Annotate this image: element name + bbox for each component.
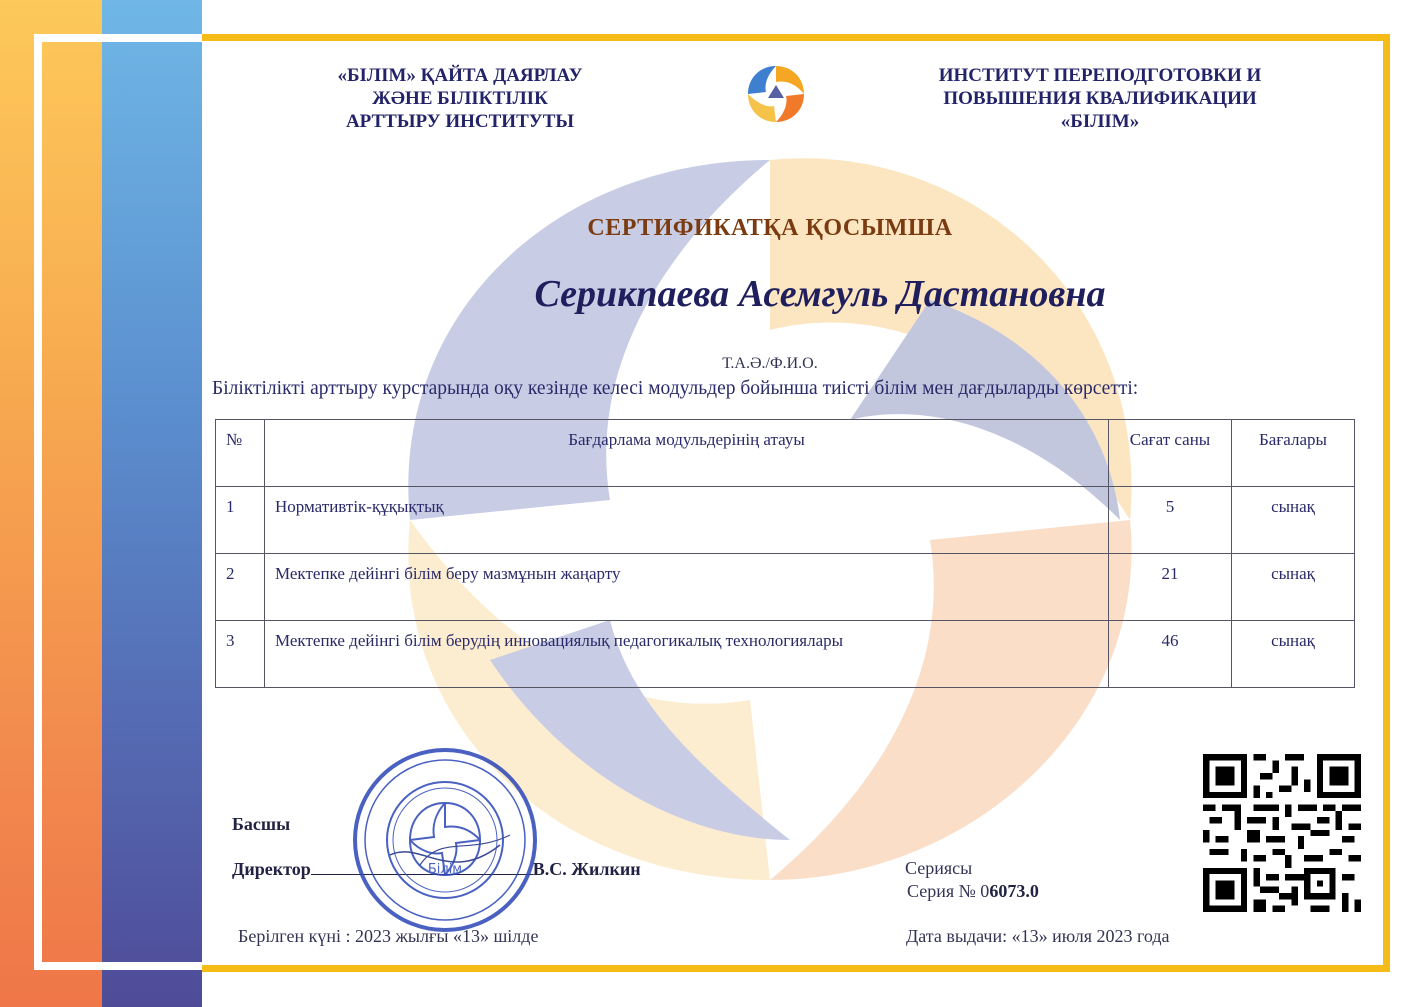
director-name: В.С. Жилкин bbox=[532, 859, 641, 879]
official-seal bbox=[350, 745, 540, 935]
director-label: Директор bbox=[232, 859, 311, 879]
issue-date-ru: Дата выдачи: «13» июля 2023 года bbox=[906, 926, 1170, 946]
fio-label: Т.А.Ә./Ф.И.О. bbox=[722, 355, 818, 372]
table-row bbox=[216, 554, 1355, 621]
issue-date-kz: Берілген күні : 2023 жылғы «13» шілде bbox=[238, 926, 539, 946]
row-name: Мектепке дейінгі білім берудің инновациялық педагогикалық технологиялары bbox=[265, 621, 1109, 688]
head-label: Басшы bbox=[232, 814, 291, 834]
qr-code[interactable] bbox=[1203, 754, 1361, 912]
header-grade: Бағалары bbox=[1232, 420, 1355, 487]
table-row bbox=[216, 487, 1355, 554]
header-ru-line2: ПОВЫШЕНИЯ КВАЛИФИКАЦИИ bbox=[943, 88, 1257, 109]
header-kazakh bbox=[300, 64, 620, 133]
header-kz-line2: ЖӘНЕ БІЛІКТІЛІК bbox=[372, 88, 548, 109]
intro-text: Біліктілікті арттыру курстарында оқу кезінде келесі модульдер бойынша тиісті білім мен дағдыларды көрсетті: bbox=[212, 378, 1139, 399]
institute-logo bbox=[740, 58, 812, 130]
row-hours: 46 bbox=[1109, 621, 1232, 688]
header-ru-line1: ИНСТИТУТ ПЕРЕПОДГОТОВКИ И bbox=[938, 65, 1262, 86]
series-number bbox=[907, 881, 1039, 902]
row-num: 3 bbox=[216, 621, 265, 688]
header-ru-line3: «БІЛІМ» bbox=[1060, 111, 1140, 132]
row-grade: сынақ bbox=[1232, 487, 1355, 554]
table-header-row bbox=[216, 420, 1355, 487]
seal-center-text: Білім bbox=[427, 862, 463, 877]
header-num: № bbox=[216, 420, 265, 487]
series-label-kz: Сериясы bbox=[905, 858, 973, 878]
modules-table bbox=[215, 419, 1355, 688]
series-label-ru: Серия № 0 bbox=[907, 881, 990, 901]
header-kz-line3: АРТТЫРУ ИНСТИТУТЫ bbox=[345, 111, 575, 132]
series-value: 6073.0 bbox=[989, 881, 1039, 901]
row-hours: 5 bbox=[1109, 487, 1232, 554]
row-grade: сынақ bbox=[1232, 621, 1355, 688]
row-grade: сынақ bbox=[1232, 554, 1355, 621]
row-name: Нормативтік-құқықтық bbox=[265, 487, 1109, 554]
recipient-name: Серикпаева Асемгуль Дастановна bbox=[534, 273, 1106, 315]
header-hours: Сағат саны bbox=[1109, 420, 1232, 487]
header-kz-line1: «БІЛІМ» ҚАЙТА ДАЯРЛАУ bbox=[337, 65, 583, 86]
header-russian bbox=[900, 64, 1300, 133]
row-num: 1 bbox=[216, 487, 265, 554]
table-row bbox=[216, 621, 1355, 688]
row-num: 2 bbox=[216, 554, 265, 621]
row-name: Мектепке дейінгі білім беру мазмұнын жаңарту bbox=[265, 554, 1109, 621]
certificate-title: СЕРТИФИКАТҚА ҚОСЫМША bbox=[587, 215, 953, 241]
header-name: Бағдарлама модульдерінің атауы bbox=[265, 420, 1109, 487]
row-hours: 21 bbox=[1109, 554, 1232, 621]
